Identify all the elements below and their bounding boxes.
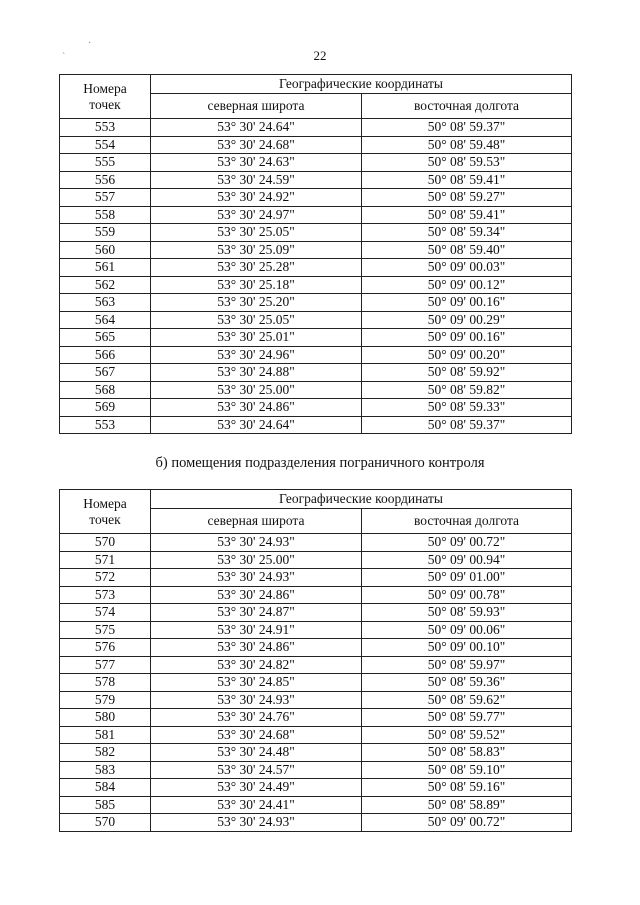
longitude-cell: 50° 08' 59.27" xyxy=(362,189,572,207)
point-number-cell: 553 xyxy=(60,416,151,434)
table-row xyxy=(60,551,572,569)
table-row xyxy=(60,189,572,207)
longitude-cell: 50° 08' 59.36" xyxy=(362,674,572,692)
point-number-cell: 560 xyxy=(60,241,151,259)
latitude-cell: 53° 30' 24.86" xyxy=(151,639,362,657)
latitude-cell: 53° 30' 25.09" xyxy=(151,241,362,259)
page-number: 22 xyxy=(313,48,327,63)
point-number-cell: 561 xyxy=(60,259,151,277)
points-header-line2: точек xyxy=(89,511,121,527)
longitude-cell: 50° 08' 59.52" xyxy=(362,726,572,744)
longitude-cell: 50° 08' 59.34" xyxy=(362,224,572,242)
point-number-cell: 569 xyxy=(60,399,151,417)
table-row xyxy=(60,311,572,329)
longitude-cell: 50° 08' 59.62" xyxy=(362,691,572,709)
table-row xyxy=(60,796,572,814)
latitude-cell: 53° 30' 24.64" xyxy=(151,119,362,137)
table-row xyxy=(60,329,572,347)
longitude-cell: 50° 08' 59.16" xyxy=(362,779,572,797)
longitude-cell: 50° 08' 59.77" xyxy=(362,709,572,727)
point-number-cell: 577 xyxy=(60,656,151,674)
longitude-cell: 50° 08' 59.10" xyxy=(362,761,572,779)
latitude-cell: 53° 30' 24.87" xyxy=(151,604,362,622)
latitude-cell: 53° 30' 24.96" xyxy=(151,346,362,364)
point-number-cell: 555 xyxy=(60,154,151,172)
table-row xyxy=(60,171,572,189)
latitude-cell: 53° 30' 24.82" xyxy=(151,656,362,674)
point-number-cell: 566 xyxy=(60,346,151,364)
point-number-cell: 562 xyxy=(60,276,151,294)
point-number-cell: 573 xyxy=(60,586,151,604)
latitude-cell: 53° 30' 24.92" xyxy=(151,189,362,207)
table-row xyxy=(60,639,572,657)
longitude-cell: 50° 08' 59.40" xyxy=(362,241,572,259)
points-column-header xyxy=(60,490,151,534)
longitude-cell: 50° 08' 59.37" xyxy=(362,416,572,434)
longitude-cell: 50° 09' 00.03" xyxy=(362,259,572,277)
table-row xyxy=(60,119,572,137)
latitude-cell: 53° 30' 25.05" xyxy=(151,311,362,329)
point-number-cell: 585 xyxy=(60,796,151,814)
longitude-cell: 50° 09' 00.20" xyxy=(362,346,572,364)
latitude-cell: 53° 30' 24.93" xyxy=(151,814,362,832)
longitude-cell: 50° 08' 59.82" xyxy=(362,381,572,399)
point-number-cell: 579 xyxy=(60,691,151,709)
table-row xyxy=(60,276,572,294)
longitude-cell: 50° 08' 59.41" xyxy=(362,171,572,189)
point-number-cell: 567 xyxy=(60,364,151,382)
point-number-cell: 553 xyxy=(60,119,151,137)
table-row xyxy=(60,691,572,709)
latitude-cell: 53° 30' 24.93" xyxy=(151,691,362,709)
table-row xyxy=(60,534,572,552)
point-number-cell: 558 xyxy=(60,206,151,224)
latitude-cell: 53° 30' 24.49" xyxy=(151,779,362,797)
latitude-cell: 53° 30' 24.97" xyxy=(151,206,362,224)
point-number-cell: 554 xyxy=(60,136,151,154)
longitude-cell: 50° 09' 00.78" xyxy=(362,586,572,604)
longitude-cell: 50° 09' 00.16" xyxy=(362,294,572,312)
point-number-cell: 584 xyxy=(60,779,151,797)
table-row xyxy=(60,241,572,259)
latitude-cell: 53° 30' 24.57" xyxy=(151,761,362,779)
point-number-cell: 572 xyxy=(60,569,151,587)
latitude-cell: 53° 30' 24.93" xyxy=(151,569,362,587)
latitude-cell: 53° 30' 24.59" xyxy=(151,171,362,189)
latitude-cell: 53° 30' 25.01" xyxy=(151,329,362,347)
point-number-cell: 570 xyxy=(60,814,151,832)
table-row xyxy=(60,604,572,622)
latitude-cell: 53° 30' 24.93" xyxy=(151,534,362,552)
point-number-cell: 556 xyxy=(60,171,151,189)
table-row xyxy=(60,569,572,587)
longitude-cell: 50° 09' 00.12" xyxy=(362,276,572,294)
point-number-cell: 564 xyxy=(60,311,151,329)
table-row xyxy=(60,621,572,639)
points-header-line2: точек xyxy=(89,96,121,112)
point-number-cell: 574 xyxy=(60,604,151,622)
latitude-cell: 53° 30' 24.48" xyxy=(151,744,362,762)
coordinates-table-b xyxy=(59,489,572,832)
longitude-cell: 50° 08' 59.48" xyxy=(362,136,572,154)
latitude-cell: 53° 30' 24.68" xyxy=(151,136,362,154)
scan-mark: · xyxy=(88,38,92,49)
longitude-cell: 50° 08' 59.33" xyxy=(362,399,572,417)
latitude-cell: 53° 30' 24.41" xyxy=(151,796,362,814)
table-row xyxy=(60,206,572,224)
table-row xyxy=(60,779,572,797)
longitude-cell: 50° 08' 58.89" xyxy=(362,796,572,814)
longitude-cell: 50° 08' 59.37" xyxy=(362,119,572,137)
table-row xyxy=(60,726,572,744)
latitude-cell: 53° 30' 24.85" xyxy=(151,674,362,692)
longitude-cell: 50° 08' 59.92" xyxy=(362,364,572,382)
latitude-cell: 53° 30' 25.28" xyxy=(151,259,362,277)
latitude-column-header: северная широта xyxy=(151,94,362,119)
latitude-cell: 53° 30' 25.00" xyxy=(151,381,362,399)
latitude-cell: 53° 30' 25.00" xyxy=(151,551,362,569)
longitude-cell: 50° 08' 59.97" xyxy=(362,656,572,674)
table-row xyxy=(60,761,572,779)
longitude-cell: 50° 09' 00.10" xyxy=(362,639,572,657)
point-number-cell: 575 xyxy=(60,621,151,639)
table-row xyxy=(60,154,572,172)
point-number-cell: 581 xyxy=(60,726,151,744)
point-number-cell: 557 xyxy=(60,189,151,207)
point-number-cell: 582 xyxy=(60,744,151,762)
table-row xyxy=(60,259,572,277)
longitude-cell: 50° 08' 59.93" xyxy=(362,604,572,622)
coordinates-group-header: Географические координаты xyxy=(151,75,572,94)
latitude-cell: 53° 30' 24.63" xyxy=(151,154,362,172)
table-row xyxy=(60,294,572,312)
scan-mark: ˋ xyxy=(62,52,66,63)
latitude-cell: 53° 30' 24.76" xyxy=(151,709,362,727)
table-row xyxy=(60,346,572,364)
longitude-column-header: восточная долгота xyxy=(362,509,572,534)
point-number-cell: 570 xyxy=(60,534,151,552)
points-column-header xyxy=(60,75,151,119)
points-header-line1: Номера xyxy=(83,495,127,511)
latitude-cell: 53° 30' 24.86" xyxy=(151,399,362,417)
table-row xyxy=(60,674,572,692)
point-number-cell: 583 xyxy=(60,761,151,779)
point-number-cell: 576 xyxy=(60,639,151,657)
point-number-cell: 559 xyxy=(60,224,151,242)
point-number-cell: 565 xyxy=(60,329,151,347)
longitude-cell: 50° 09' 00.16" xyxy=(362,329,572,347)
longitude-cell: 50° 09' 00.72" xyxy=(362,814,572,832)
table-row xyxy=(60,381,572,399)
longitude-cell: 50° 09' 00.06" xyxy=(362,621,572,639)
coordinates-table-a xyxy=(59,74,572,434)
point-number-cell: 571 xyxy=(60,551,151,569)
table-row xyxy=(60,814,572,832)
longitude-cell: 50° 09' 01.00" xyxy=(362,569,572,587)
table-row xyxy=(60,744,572,762)
longitude-column-header: восточная долгота xyxy=(362,94,572,119)
latitude-cell: 53° 30' 24.86" xyxy=(151,586,362,604)
coordinates-group-header: Географические координаты xyxy=(151,490,572,509)
longitude-cell: 50° 09' 00.72" xyxy=(362,534,572,552)
longitude-cell: 50° 09' 00.94" xyxy=(362,551,572,569)
point-number-cell: 580 xyxy=(60,709,151,727)
latitude-cell: 53° 30' 24.68" xyxy=(151,726,362,744)
latitude-cell: 53° 30' 24.91" xyxy=(151,621,362,639)
latitude-cell: 53° 30' 25.05" xyxy=(151,224,362,242)
table-row xyxy=(60,399,572,417)
table-row xyxy=(60,586,572,604)
latitude-cell: 53° 30' 24.88" xyxy=(151,364,362,382)
table-row xyxy=(60,136,572,154)
table-row xyxy=(60,656,572,674)
longitude-cell: 50° 08' 59.41" xyxy=(362,206,572,224)
point-number-cell: 568 xyxy=(60,381,151,399)
section-caption: б) помещения подразделения пограничного контроля xyxy=(155,455,485,471)
table-row xyxy=(60,416,572,434)
longitude-cell: 50° 08' 59.53" xyxy=(362,154,572,172)
table-row xyxy=(60,364,572,382)
latitude-column-header: северная широта xyxy=(151,509,362,534)
table-row xyxy=(60,709,572,727)
longitude-cell: 50° 08' 58.83" xyxy=(362,744,572,762)
latitude-cell: 53° 30' 25.18" xyxy=(151,276,362,294)
points-header-line1: Номера xyxy=(83,80,127,96)
point-number-cell: 578 xyxy=(60,674,151,692)
point-number-cell: 563 xyxy=(60,294,151,312)
table-row xyxy=(60,224,572,242)
latitude-cell: 53° 30' 24.64" xyxy=(151,416,362,434)
longitude-cell: 50° 09' 00.29" xyxy=(362,311,572,329)
latitude-cell: 53° 30' 25.20" xyxy=(151,294,362,312)
